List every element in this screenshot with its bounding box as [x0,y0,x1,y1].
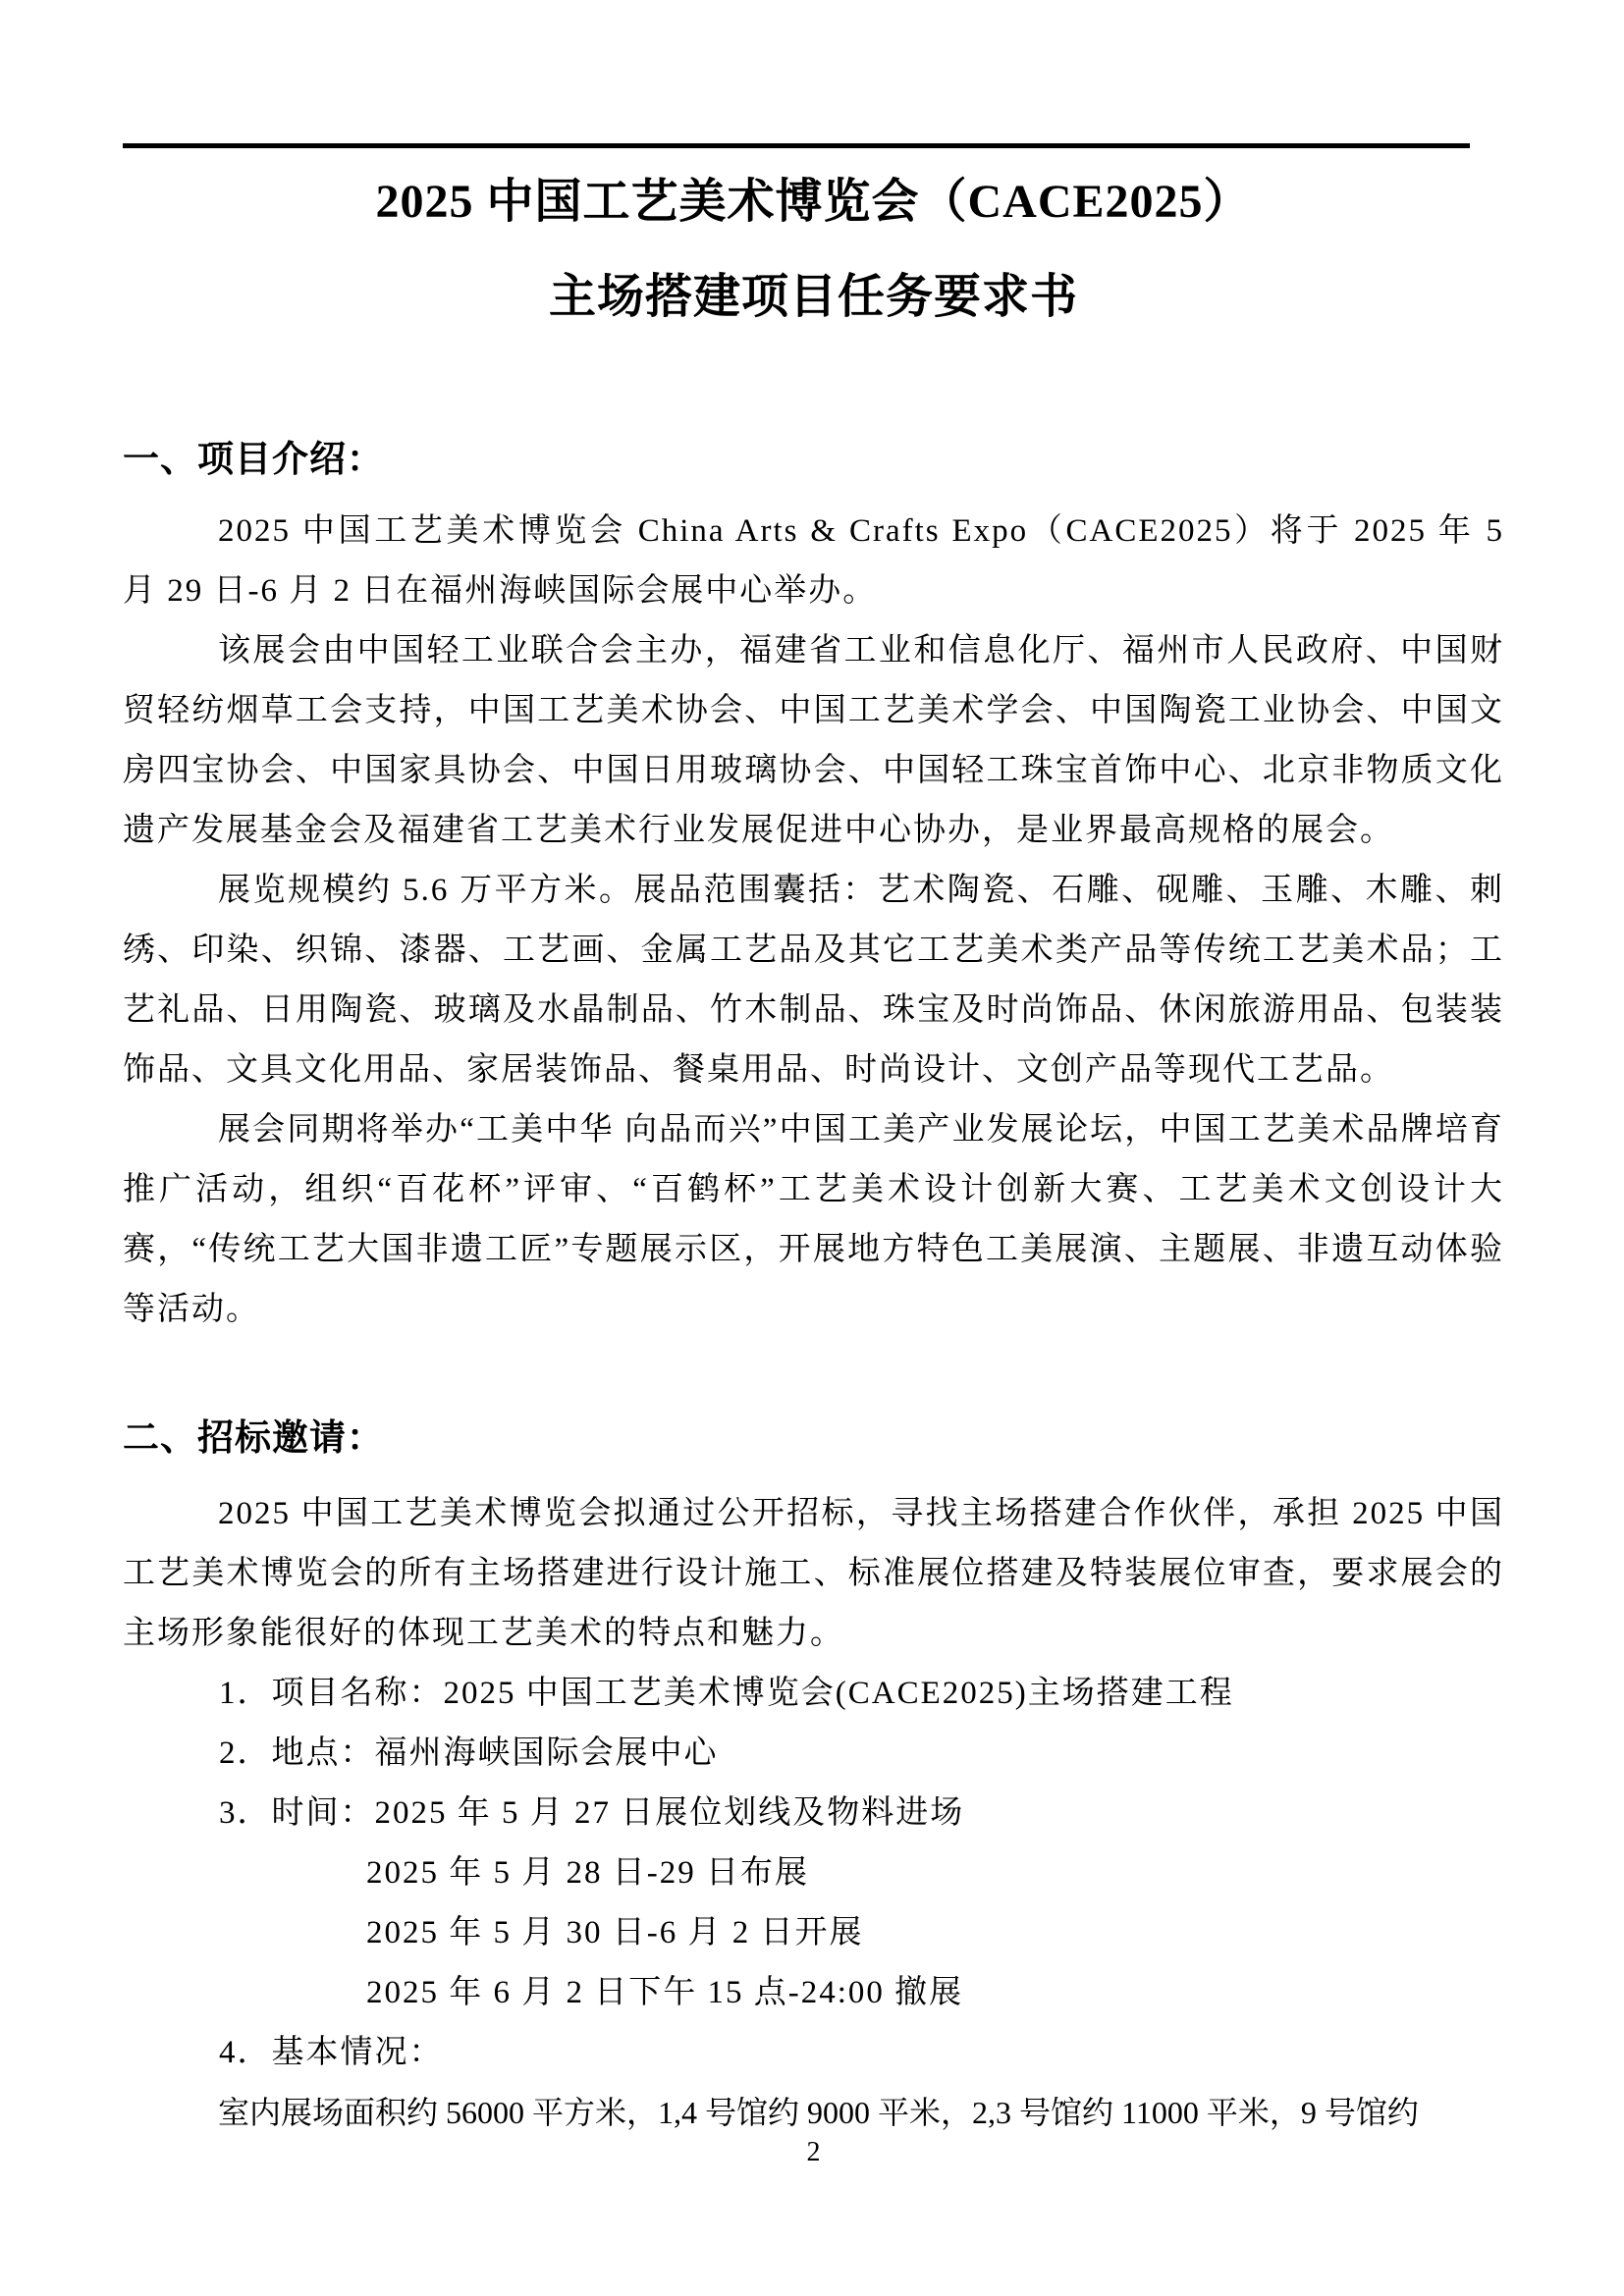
page-number: 2 [806,2137,821,2167]
list-item-time: 3．时间：2025 年 5 月 27 日展位划线及物料进场 [219,1795,965,1831]
intro-paragraph-1: 2025 中国工艺美术博览会 China Arts & Crafts Expo（CACE2025）将于 2025 年 5 月 29 日-6 月 2 日在福州海峡国际会展中心举办。 [123,513,1504,609]
schedule-line-teardown: 2025 年 6 月 2 日下午 15 点-24:00 撤展 [366,1975,964,2010]
intro-paragraph-3: 展览规模约 5.6 万平方米。展品范围囊括：艺术陶瓷、石雕、砚雕、玉雕、木雕、刺绣、印染、织锦、漆器、工艺画、金属工艺品及其它工艺美术类产品等传统工艺美术品；工艺礼品、日用陶瓷、玻璃及水晶制品、竹木制品、珠宝及时尚饰品、休闲旅游用品、包装装饰品、文具文化用品、家居装饰品、餐桌用品、时尚设计、文创产品等现代工艺品。 [123,873,1504,1088]
intro-paragraph-4: 展会同期将举办“工美中华 向品而兴”中国工美产业发展论坛，中国工艺美术品牌培育推广活动，组织“百花杯”评审、“百鹤杯”工艺美术设计创新大赛、工艺美术文创设计大赛，“传统工艺大国非遗工匠”专题展示区，开展地方特色工美展演、主题展、非遗互动体验等活动。 [123,1112,1504,1327]
schedule-line-setup: 2025 年 5 月 28 日-29 日布展 [366,1855,809,1891]
section-heading-intro: 一、项目介绍： [123,440,384,480]
invite-paragraph-1: 2025 中国工艺美术博览会拟通过公开招标，寻找主场搭建合作伙伴，承担 2025 中国工艺美术博览会的所有主场搭建进行设计施工、标准展位搭建及特装展位审查，要求展会的主场形象能很好的体现工艺美术的特点和魅力。 [123,1496,1504,1651]
text-column [123,143,1504,2167]
doc-title-line-1: 2025 中国工艺美术博览会（CACE2025） [375,176,1252,228]
list-item-project-name: 1．项目名称：2025 中国工艺美术博览会(CACE2025)主场搭建工程 [219,1676,1234,1711]
header-rule [123,143,1470,148]
list-item-location: 2．地点：福州海峡国际会展中心 [219,1735,719,1771]
list-item-basic-info: 4．基本情况： [219,2035,444,2070]
schedule-line-open: 2025 年 5 月 30 日-6 月 2 日开展 [366,1915,864,1950]
intro-paragraph-2: 该展会由中国轻工业联合会主办，福建省工业和信息化厅、福州市人民政府、中国财贸轻纺烟草工会支持，中国工艺美术协会、中国工艺美术学会、中国陶瓷工业协会、中国文房四宝协会、中国家具协会、中国日用玻璃协会、中国轻工珠宝首饰中心、北京非物质文化遗产发展基金会及福建省工艺美术行业发展促进中心协办，是业界最高规格的展会。 [123,633,1504,848]
doc-title-line-2: 主场搭建项目任务要求书 [548,271,1078,323]
venue-area-paragraph: 室内展场面积约 56000 平方米，1,4 号馆约 9000 平米，2,3 号馆约 11000 平米，9 号馆约 [218,2095,1419,2130]
section-heading-invite: 二、招标邀请： [123,1418,384,1459]
